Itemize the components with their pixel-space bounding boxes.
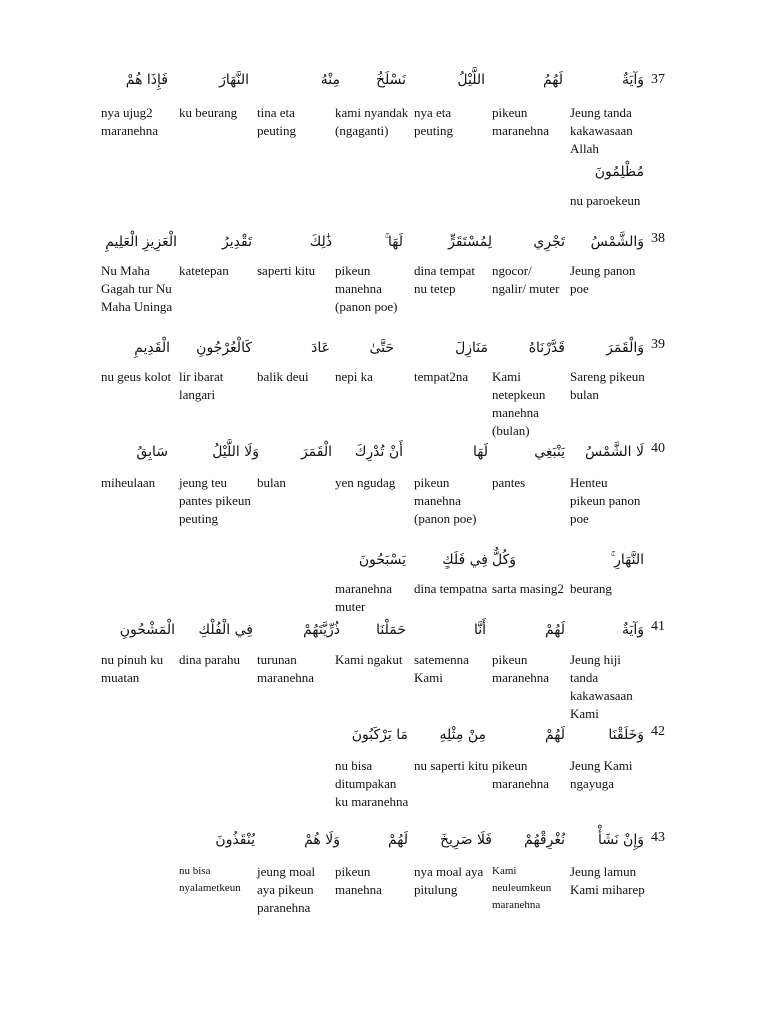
meaning-text: pantes bbox=[492, 475, 526, 490]
arabic-word: لَهُمْ bbox=[544, 727, 565, 743]
meaning-text: lir ibarat langari bbox=[179, 369, 224, 402]
meaning-text: Kami netepkeun manehna (bulan) bbox=[492, 369, 546, 438]
meaning-text: balik deui bbox=[257, 369, 309, 384]
meaning-text: dina tempatna bbox=[414, 581, 488, 596]
meaning-text: jeung teu pantes pikeun peuting bbox=[179, 475, 251, 526]
verse-number: 42 bbox=[651, 724, 665, 739]
meaning-text: Henteu pikeun panon poe bbox=[570, 475, 641, 526]
meaning-text: pikeun maranehna bbox=[492, 652, 550, 685]
arabic-word: النَّهَارِ ۚ bbox=[610, 552, 644, 568]
arabic-word: لِمُسْتَقَرٍّ bbox=[448, 234, 492, 250]
meaning-text: Kami neuleumkeun maranehna bbox=[492, 865, 552, 911]
meaning-text: nya moal aya pitulung bbox=[414, 864, 484, 897]
meaning-text: Jeung tanda kakawasaan Allah bbox=[570, 105, 633, 156]
arabic-word: وَلَا اللَّيْلُ bbox=[212, 444, 259, 460]
meaning-text: sarta masing2 bbox=[492, 581, 564, 596]
meaning-text: Kami ngakut bbox=[335, 652, 403, 667]
meaning-text: Jeung hiji tanda kakawasaan Kami bbox=[570, 652, 633, 721]
verse-number: 38 bbox=[651, 231, 665, 246]
arabic-word: لَهُمْ bbox=[544, 622, 565, 638]
arabic-word: وَلَا هُمْ bbox=[304, 832, 340, 848]
meaning-text: dina tempat nu tetep bbox=[414, 263, 476, 296]
meaning-text: tina eta peuting bbox=[257, 105, 296, 138]
meaning-text: kami nyandak (ngaganti) bbox=[335, 105, 409, 138]
verse-number: 37 bbox=[651, 72, 665, 87]
arabic-word: يَسْبَحُونَ bbox=[358, 552, 406, 568]
arabic-word: وَالشَّمْسُ bbox=[590, 234, 644, 250]
arabic-word: اللَّيْلُ bbox=[457, 72, 485, 88]
arabic-word: عَادَ bbox=[311, 340, 330, 356]
arabic-word: أَنَّا bbox=[473, 622, 486, 638]
meaning-text: ngocor/ ngalir/ muter bbox=[492, 263, 560, 296]
arabic-word: حَتَّىٰ bbox=[369, 340, 394, 356]
meaning-text: nepi ka bbox=[335, 369, 373, 384]
arabic-word: مَا يَرْكَبُونَ bbox=[351, 727, 408, 743]
meaning-text: nu saperti kitu bbox=[414, 758, 489, 773]
arabic-word: لَهَا bbox=[473, 444, 488, 460]
arabic-word: الْقَمَرَ bbox=[300, 444, 332, 460]
verse-number: 39 bbox=[651, 337, 665, 352]
arabic-word: أَنْ تُدْرِكَ bbox=[354, 444, 403, 460]
arabic-word: مَنَازِلَ bbox=[455, 340, 488, 356]
arabic-word: الْمَشْحُونِ bbox=[119, 622, 175, 638]
arabic-word: فَإِذَا هُمْ bbox=[125, 72, 168, 88]
arabic-word: لَهُمُ bbox=[542, 72, 563, 88]
meaning-text: beurang bbox=[570, 581, 612, 596]
meaning-text: satemenna Kami bbox=[414, 652, 469, 685]
arabic-word: لَا الشَّمْسُ bbox=[584, 444, 644, 460]
arabic-word: وَآيَةٌ bbox=[621, 72, 644, 88]
arabic-word: تَجْرِي bbox=[533, 234, 565, 250]
arabic-word: لَهَا ۚ bbox=[384, 234, 403, 250]
arabic-word: النَّهَارَ bbox=[219, 72, 249, 88]
meaning-text: katetepan bbox=[179, 263, 229, 278]
meaning-text: miheulaan bbox=[101, 475, 156, 490]
meaning-text: nu paroekeun bbox=[570, 193, 641, 208]
verse-number: 41 bbox=[651, 619, 665, 634]
arabic-word: وَإِنْ نَشَأْ bbox=[597, 832, 644, 848]
arabic-word: وَآيَةٌ bbox=[621, 622, 644, 638]
arabic-word: كَالْعُرْجُونِ bbox=[196, 340, 252, 356]
meaning-text: nu bisa ditumpakan ku maranehna bbox=[335, 758, 409, 809]
arabic-word: تَقْدِيرُ bbox=[222, 234, 252, 250]
arabic-word: لَهُمْ bbox=[387, 832, 408, 848]
arabic-word: وَكُلٌّ bbox=[491, 552, 516, 568]
meaning-text: yen ngudag bbox=[335, 475, 396, 490]
arabic-word: سَابِقُ bbox=[136, 444, 168, 460]
meaning-text: maranehna muter bbox=[335, 581, 393, 614]
arabic-word: الْعَزِيزِ الْعَلِيمِ bbox=[105, 234, 177, 250]
meaning-text: bulan bbox=[257, 475, 286, 490]
arabic-word: ذَٰلِكَ bbox=[309, 234, 332, 250]
meaning-text: pikeun maranehna bbox=[492, 105, 550, 138]
arabic-word: وَالْقَمَرَ bbox=[606, 340, 644, 356]
meaning-text: nya eta peuting bbox=[414, 105, 453, 138]
arabic-word: فَلَا صَرِيخَ bbox=[439, 832, 492, 848]
meaning-text: jeung moal aya pikeun paranehna bbox=[257, 864, 316, 915]
meaning-text: Jeung Kami ngayuga bbox=[570, 758, 633, 791]
arabic-word: فِي فَلَكٍ bbox=[442, 552, 488, 568]
verse-number: 43 bbox=[651, 830, 665, 845]
verse-number: 40 bbox=[651, 441, 665, 456]
meaning-text: saperti kitu bbox=[257, 263, 316, 278]
meaning-text: pikeun manehna (panon poe) bbox=[414, 475, 477, 526]
meaning-text: pikeun maranehna bbox=[492, 758, 550, 791]
arabic-word: حَمَلْنَا bbox=[376, 622, 406, 638]
arabic-word: الْقَدِيمِ bbox=[134, 340, 170, 356]
meaning-text: turunan maranehna bbox=[257, 652, 315, 685]
meaning-text: nu pinuh ku muatan bbox=[101, 652, 164, 685]
meaning-text: nu bisa nyalametkeun bbox=[179, 865, 241, 894]
meaning-text: nya ujug2 maranehna bbox=[101, 105, 159, 138]
arabic-word: مُظْلِمُونَ bbox=[594, 164, 644, 180]
arabic-word: مِنْ مِثْلِهِ bbox=[439, 727, 486, 743]
arabic-word: يُنْقَذُونَ bbox=[215, 832, 255, 848]
arabic-word: قَدَّرْنَاهُ bbox=[528, 340, 565, 356]
arabic-word: نُغْرِقْهُمْ bbox=[524, 832, 565, 848]
meaning-text: nu geus kolot bbox=[101, 369, 172, 384]
meaning-text: Nu Maha Gagah tur Nu Maha Uninga bbox=[101, 263, 173, 314]
meaning-text: dina parahu bbox=[179, 652, 241, 667]
meaning-text: Jeung lamun Kami miharep bbox=[570, 864, 645, 897]
arabic-word: نَسْلَخُ bbox=[375, 72, 406, 88]
meaning-text: Sareng pikeun bulan bbox=[570, 369, 645, 402]
arabic-word: فِي الْفُلْكِ bbox=[198, 622, 253, 638]
meaning-text: pikeun manehna bbox=[335, 864, 382, 897]
meaning-text: ku beurang bbox=[179, 105, 238, 120]
arabic-word: يَنْبَغِي bbox=[534, 444, 565, 460]
meaning-text: tempat2na bbox=[414, 369, 469, 384]
meaning-text: pikeun manehna (panon poe) bbox=[335, 263, 398, 314]
arabic-word: وَخَلَقْنَا bbox=[608, 727, 644, 743]
arabic-word: ذُرِّيَّتَهُمْ bbox=[303, 622, 340, 638]
arabic-word: مِنْهُ bbox=[320, 72, 340, 88]
meaning-text: Jeung panon poe bbox=[570, 263, 636, 296]
